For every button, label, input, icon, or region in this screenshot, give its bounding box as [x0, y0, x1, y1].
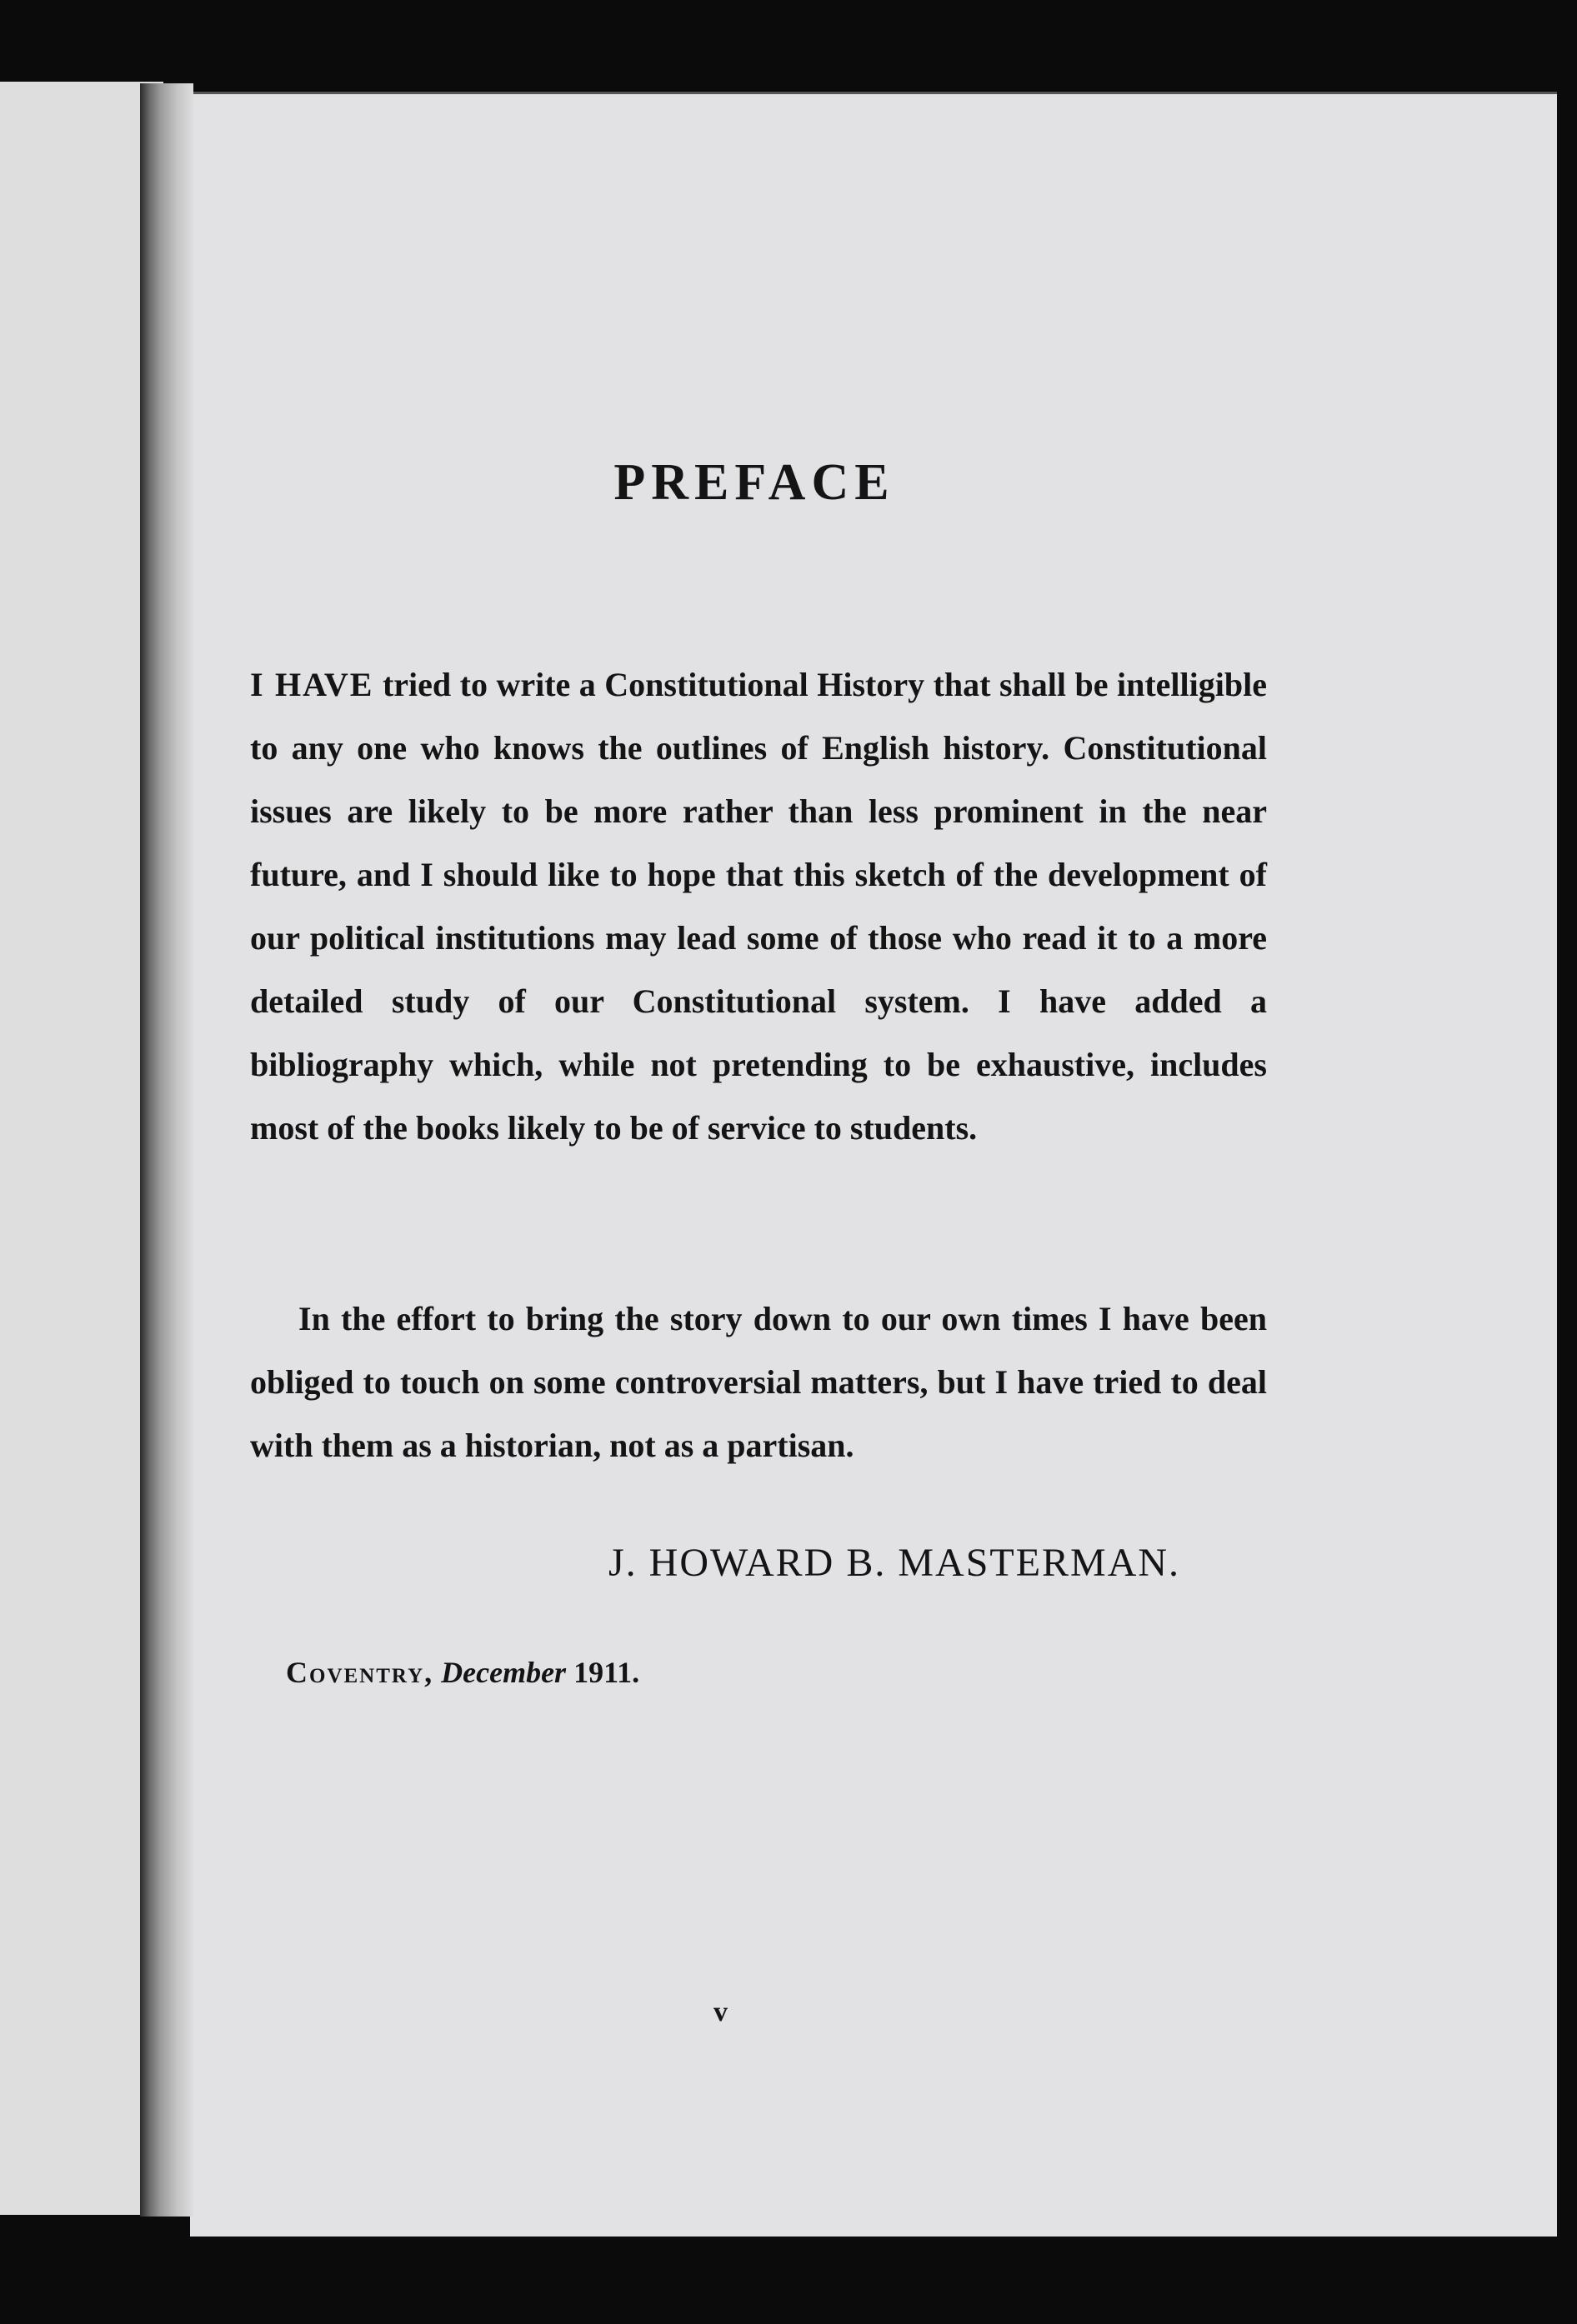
date-month: December: [441, 1656, 567, 1689]
book-gutter: [140, 83, 193, 2217]
preface-paragraph-1: [250, 653, 1267, 1160]
date-year: 1911.: [573, 1656, 640, 1689]
right-page: [190, 92, 1557, 2237]
place-and-date: [286, 1655, 639, 1690]
left-page-edge: [0, 82, 163, 2215]
page-number: v: [713, 1997, 728, 2027]
paragraph-1-text: tried to write a Constitutional History that shall be intelligible to any one who knows the outlines of English history. Constitutional issues are likely to be more rather than less prominent in the near future, and I should like to hope that this sketch of the development of our political institutions may lead some of those who read it to a more detailed study of our Constitutional system. I have added a bibliography which, while not pretending to be exhaustive, includes most of the books likely to be of service to students.: [250, 666, 1267, 1147]
page-title: PREFACE: [613, 454, 895, 511]
place-name: Coventry,: [286, 1656, 434, 1689]
preface-paragraph-2: In the effort to bring the story down to our own times I have been obliged to touch on some controversial matters, but I have tried to deal with them as a historian, not as a partisan.: [250, 1300, 1267, 1464]
author-signature: J. HOWARD B. MASTERMAN.: [608, 1541, 1181, 1585]
paragraph-opening-words: I HAVE: [250, 666, 374, 703]
